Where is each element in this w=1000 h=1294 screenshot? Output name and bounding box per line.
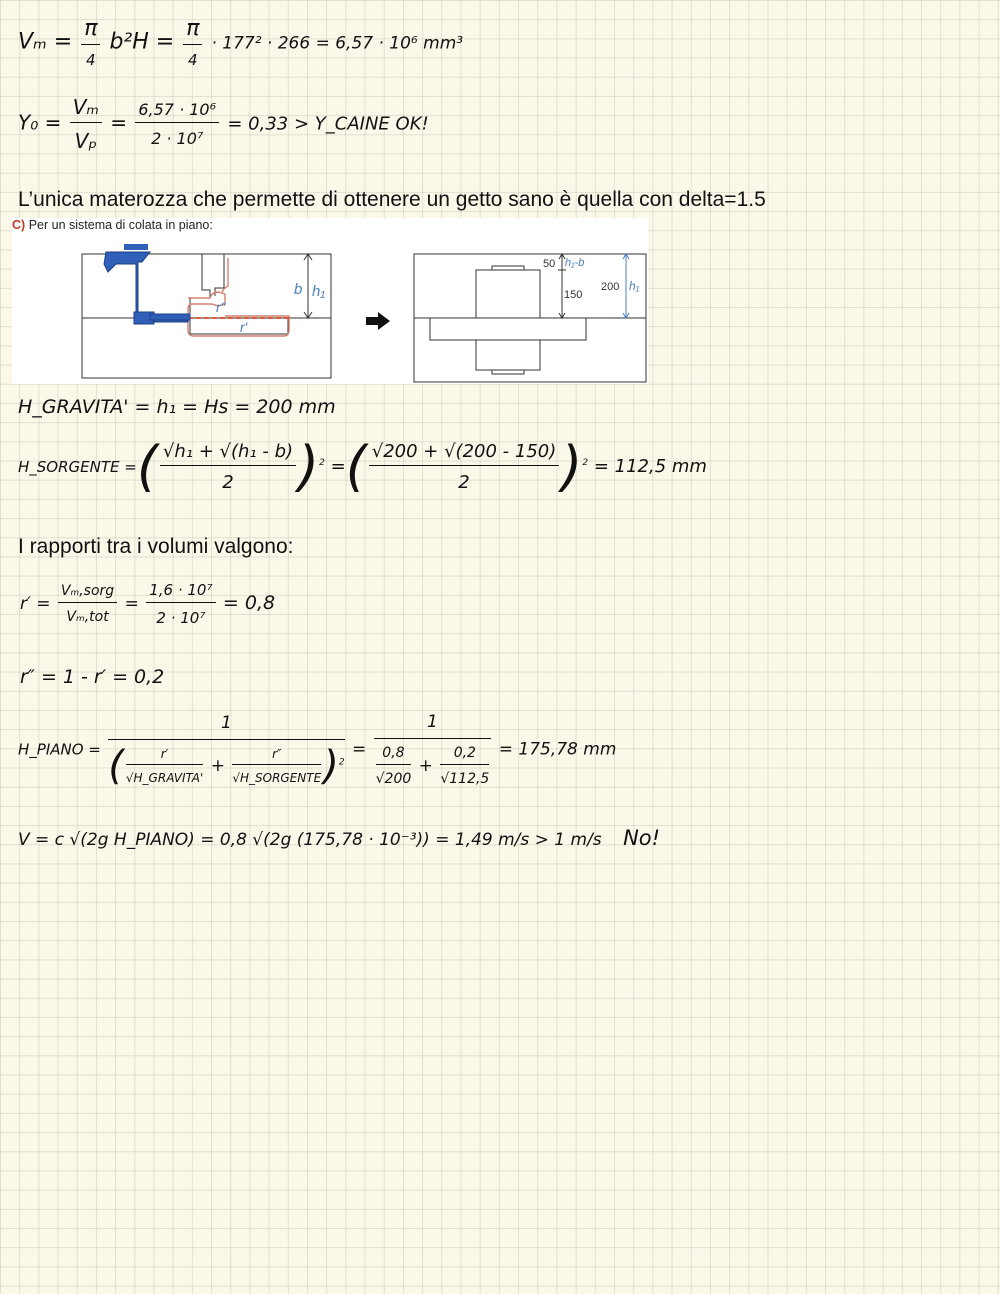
eq-hpiano-frac2: 1 $\frac{0,8}{√200}$ + $\frac{0,2}{√112,5}$ [375,712,490,787]
eq-hpiano-rhs: = 175,78 mm [498,739,617,760]
equation-r-prime: r′ = $\frac{\text{Vₘ,sorg}}{\text{Vₘ,tot}}$ = $\frac{\text{1,6 · 10⁷}}{\text{2 · 10⁷}}$ = 0,8 [20,581,276,627]
eq-vm-rhs: · 177² · 266 = 6,57 · 10⁶ mm³ [211,33,464,54]
right-mold [414,254,646,382]
eq-hsorg-rhs: = 112,5 mm [593,456,707,477]
label-h1-minus-b: h₁-b [565,257,585,269]
label-200: 200 [601,281,620,293]
eq-v-verdict: No! [623,826,661,850]
label-b: b [294,281,303,298]
eq-y0-rhs: = 0,33 > Y_CAINE OK! [227,113,429,135]
casting-figure [12,218,648,384]
label-150: 150 [564,289,583,301]
eq-vm-mid: b²H = [109,29,175,55]
conclusion-text: L’unica materozza che permette di ottenere un getto sano è quella con delta=1.5 [18,188,766,211]
figure-drawing [12,218,648,384]
equation-h-gravita: H_GRAVITA' = h₁ = Hs = 200 mm [18,396,336,418]
eq-r1-frac1: $\frac{\text{Vₘ,sorg}}{\text{Vₘ,tot}}$ [58,583,117,625]
eq-v-text: V = c √(2g H_PIANO) = 0,8 √(2g (175,78 · 10⁻³)) = 1,49 m/s > 1 m/s [18,830,602,850]
label-r2: r″ [216,299,226,315]
eq-vm-lhs: Vₘ [18,29,47,55]
transition-arrow [366,312,390,330]
eq-r1-rhs: = 0,8 [222,592,276,614]
eq-y0-frac1: $\frac{\text{Vₘ}}{\text{Vₚ}}$ [70,95,102,153]
figure-caption-text: Per un sistema di colata in piano: [28,218,213,232]
eq-hsorg-frac2: $\frac{√200 + √(200 - 150)}{2}$ [369,441,560,493]
eq-hpiano-frac1: 1 ( $\frac{r'}{\text{√H\_GRAVITA'}}$ + $\frac{r''}{\text{√H\_SORGENTE}}$ )$^2$ [108,713,345,789]
eq-hsorg-frac1: $\frac{\text{√h₁ + √(h₁ - b)}}{2}$ [160,441,296,493]
equation-volume-riser: Vₘ = $\frac{\pi}{4}$ b²H = $\frac{\pi}{4}$ · 177² · 266 = 6,57 · 10⁶ mm³ [18,16,464,69]
figure-caption-label: C) [12,218,26,232]
eq-y0-frac2: $\frac{\text{6,57 · 10⁶}}{\text{2 · 10⁷}}$ [135,100,219,148]
eq-vm-frac1: $\frac{\pi}{4}$ [81,16,100,69]
equation-h-sorgente: H_SORGENTE =( $\frac{\text{√h₁ + √(h₁ - b)}}{2}$ )$^2$ =( $\frac{√200 + √(200 - 150)}{2}$ )$^2$ = 112,5 mm [18,435,707,498]
ratios-text: I rapporti tra i volumi valgono: [18,535,294,558]
eq-r1-lhs: r′ = [20,594,51,614]
eq-hsorg-lhs: H_SORGENTE = [18,458,137,476]
label-h1-right: h₁ [629,279,640,293]
eq-y0-lhs: Y₀ = [18,110,62,135]
label-h1: h₁ [312,283,326,300]
eq-vm-frac2: $\frac{\pi}{4}$ [183,16,202,69]
equation-r-second: r″ = 1 - r′ = 0,2 [20,666,165,688]
left-mold [82,244,331,378]
equation-y0: Y₀ = $\frac{\text{Vₘ}}{\text{Vₚ}}$ = $\frac{\text{6,57 · 10⁶}}{\text{2 · 10⁷}}$ = 0,33 > Y_CAINE OK! [18,95,429,153]
equation-velocity [18,826,660,850]
label-r1: r′ [240,319,248,335]
equation-h-piano: H_PIANO = 1 ( $\frac{r'}{\text{√H\_GRAVITA'}}$ + $\frac{r''}{\text{√H\_SORGENTE}}$ )$^2$ = 1 $\frac{0,8}{√200}$ + $\frac{0,2}{√112,5}$ = 175,78 mm [18,712,617,789]
eq-r1-frac2: $\frac{\text{1,6 · 10⁷}}{\text{2 · 10⁷}}$ [146,581,215,627]
eq-hpiano-lhs: H_PIANO = [18,740,101,759]
label-50: 50 [543,258,556,270]
